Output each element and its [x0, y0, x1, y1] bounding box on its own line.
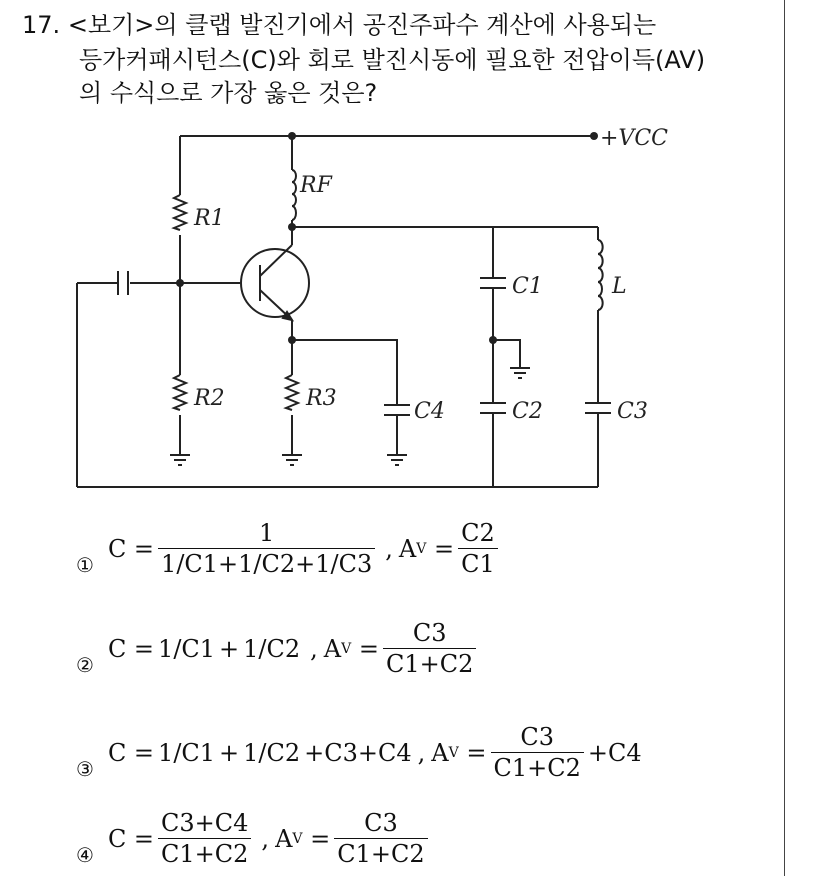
term: +C4: [587, 738, 642, 767]
r2-label: R2: [194, 386, 225, 411]
denominator: C1+C2: [158, 838, 251, 869]
fraction: [458, 518, 498, 579]
term: 1/C2: [243, 634, 301, 663]
term: +C3+C4: [304, 738, 412, 767]
c4-label: C4: [414, 399, 445, 424]
capacitor-c1: [480, 278, 506, 288]
c2-label: C2: [512, 399, 543, 424]
option-4[interactable]: ④ C = $\frac{C3+C4}{C1+C2}$ , A V = $\frac{C3}{C1+C2}$: [76, 808, 432, 869]
inductor-l: [598, 240, 603, 310]
coupling-capacitor: [118, 271, 128, 295]
option-number: ④: [76, 843, 94, 867]
ground-icon: [170, 368, 530, 465]
r1-label: R1: [194, 206, 225, 231]
resistor-r2: [174, 375, 186, 410]
question-number: 17.: [22, 11, 61, 39]
question-line-2: 등가커패시턴스(C)와 회로 발진시동에 필요한 전압이득(AV): [79, 46, 706, 74]
numerator: C3: [412, 619, 447, 647]
option-1[interactable]: ① C = $\frac{1}{1/C1+1/C2+1/C3}$ , A V = $\frac{C2}{C1}$: [76, 518, 502, 579]
resistor-r3: [286, 375, 298, 410]
option-3[interactable]: ③ C = 1/C1 + 1/C2 +C3+C4 , A V = $\frac{C3}{C1+C2}$ +C4: [76, 723, 642, 782]
inductor-rf: [292, 170, 296, 220]
question-text-1: <보기>의 클랩 발진기에서 공진주파수 계산에 사용되는: [67, 11, 657, 39]
term: 1/C2: [243, 738, 301, 767]
numerator: C3: [364, 809, 398, 837]
fraction: [158, 518, 375, 579]
denominator: C1+C2: [491, 752, 584, 783]
c1-label: C1: [512, 274, 543, 299]
term: 1/C1: [158, 738, 216, 767]
denominator: 1/C1+1/C2+1/C3: [158, 548, 375, 579]
denominator: C1+C2: [383, 648, 476, 679]
rf-label: RF: [300, 173, 332, 198]
denominator: C1+C2: [334, 838, 427, 869]
vcc-label: +VCC: [600, 126, 668, 151]
numerator: C3: [520, 723, 554, 751]
denominator: C1: [458, 548, 498, 579]
fraction: [158, 808, 251, 869]
l-label: L: [612, 274, 627, 299]
option-2[interactable]: ② C = 1/C1 + 1/C2 , A V = $\frac{C3}{C1+C2}$: [76, 618, 480, 679]
numerator: C2: [461, 519, 495, 547]
fraction: [491, 722, 584, 783]
numerator: C3+C4: [161, 809, 249, 837]
fraction: [334, 808, 427, 869]
c3-label: C3: [617, 399, 648, 424]
numerator: 1: [259, 519, 275, 547]
option-number: ②: [76, 653, 94, 677]
r3-label: R3: [306, 386, 337, 411]
fraction: [383, 618, 476, 679]
option-number: ①: [76, 553, 94, 577]
capacitor-c3: [585, 403, 611, 413]
term: 1/C1: [158, 634, 216, 663]
question-line-3: 의 수식으로 가장 옳은 것은?: [79, 79, 378, 107]
option-number: ③: [76, 757, 94, 781]
capacitor-c2: [480, 403, 506, 413]
resistor-r1: [174, 195, 186, 230]
capacitor-c4: [384, 405, 410, 415]
transistor: [241, 249, 309, 317]
